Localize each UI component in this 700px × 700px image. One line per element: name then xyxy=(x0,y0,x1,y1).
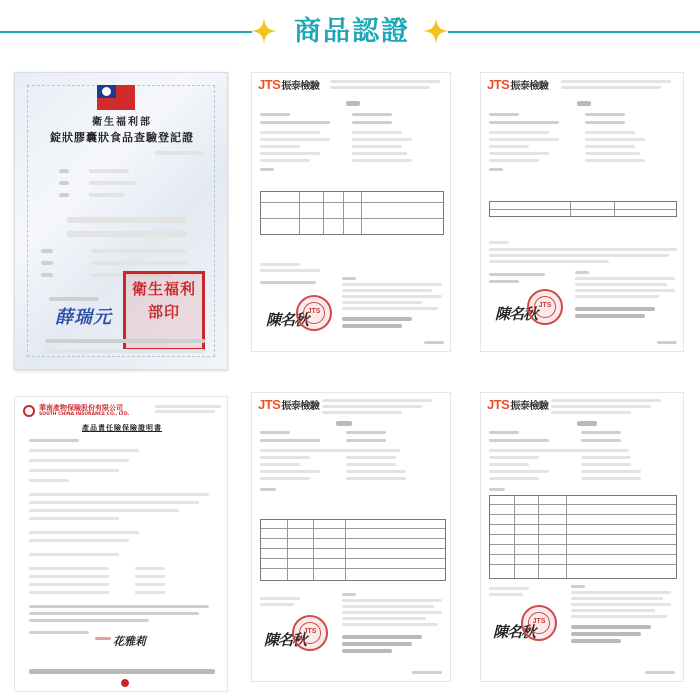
minister-label xyxy=(49,297,99,301)
insurer-name-en: SOUTH CHINA INSURANCE CO., LTD. xyxy=(39,412,130,417)
results-table xyxy=(489,495,677,579)
flag-icon xyxy=(97,85,135,110)
issue-date xyxy=(29,669,215,674)
sparkle-star-left-icon xyxy=(250,17,278,45)
test-report-3 xyxy=(251,392,451,682)
inspector-signature: 陳名秋 xyxy=(495,305,538,323)
official-seal: 衛生福利部印 xyxy=(123,271,205,351)
insurer-name: 華南產物保險股份有限公司 xyxy=(39,403,123,412)
inspector-signature: 陳名秋 xyxy=(266,311,309,329)
jts-logo: JTS振泰檢驗 xyxy=(487,77,549,92)
jts-logo: JTS振泰檢驗 xyxy=(258,77,320,92)
certificate-number xyxy=(155,151,203,155)
report-heading xyxy=(336,421,352,426)
certificate-title: 錠狀膠囊狀食品查驗登記證 xyxy=(50,131,194,144)
page-title: 商品認證 xyxy=(294,16,410,47)
insurance-certificate xyxy=(14,396,228,692)
results-table xyxy=(260,191,444,235)
minister-signature: 薛瑞元 xyxy=(55,307,112,328)
sparkle-star-right-icon xyxy=(422,17,450,45)
page-number xyxy=(657,341,677,344)
header-divider-right xyxy=(448,31,700,33)
report-heading xyxy=(577,421,597,426)
insurance-title: 產品責任險保險證明書 xyxy=(82,423,162,432)
registration-certificate xyxy=(14,72,228,370)
page-number xyxy=(412,671,442,674)
header-divider-left xyxy=(0,31,252,33)
lab-stamp: JTS xyxy=(296,295,332,331)
certificate-date xyxy=(45,339,205,343)
results-table xyxy=(489,201,677,217)
report-heading xyxy=(577,101,591,106)
brand-signature: 花雅莉 xyxy=(113,635,146,648)
test-report-1 xyxy=(251,72,451,352)
brand-label xyxy=(95,637,111,640)
jts-logo: JTS振泰檢驗 xyxy=(258,397,320,412)
jts-logo: JTS振泰檢驗 xyxy=(487,397,549,412)
test-report-2 xyxy=(480,72,684,352)
insurer-footer-logo-icon xyxy=(121,679,129,687)
results-table xyxy=(260,519,446,581)
inspector-signature: 陳名秋 xyxy=(493,623,536,641)
test-report-4 xyxy=(480,392,684,682)
report-heading xyxy=(346,101,360,106)
insurer-logo-icon xyxy=(23,405,35,417)
lab-stamp: JTS xyxy=(521,605,557,641)
inspector-signature: 陳名秋 xyxy=(264,631,307,649)
lab-stamp: JTS xyxy=(527,289,563,325)
certificate-agency: 衛生福利部 xyxy=(92,117,152,128)
lab-stamp: JTS xyxy=(292,615,328,651)
page-number xyxy=(645,671,675,674)
page-number xyxy=(424,341,444,344)
section-header xyxy=(0,0,700,62)
